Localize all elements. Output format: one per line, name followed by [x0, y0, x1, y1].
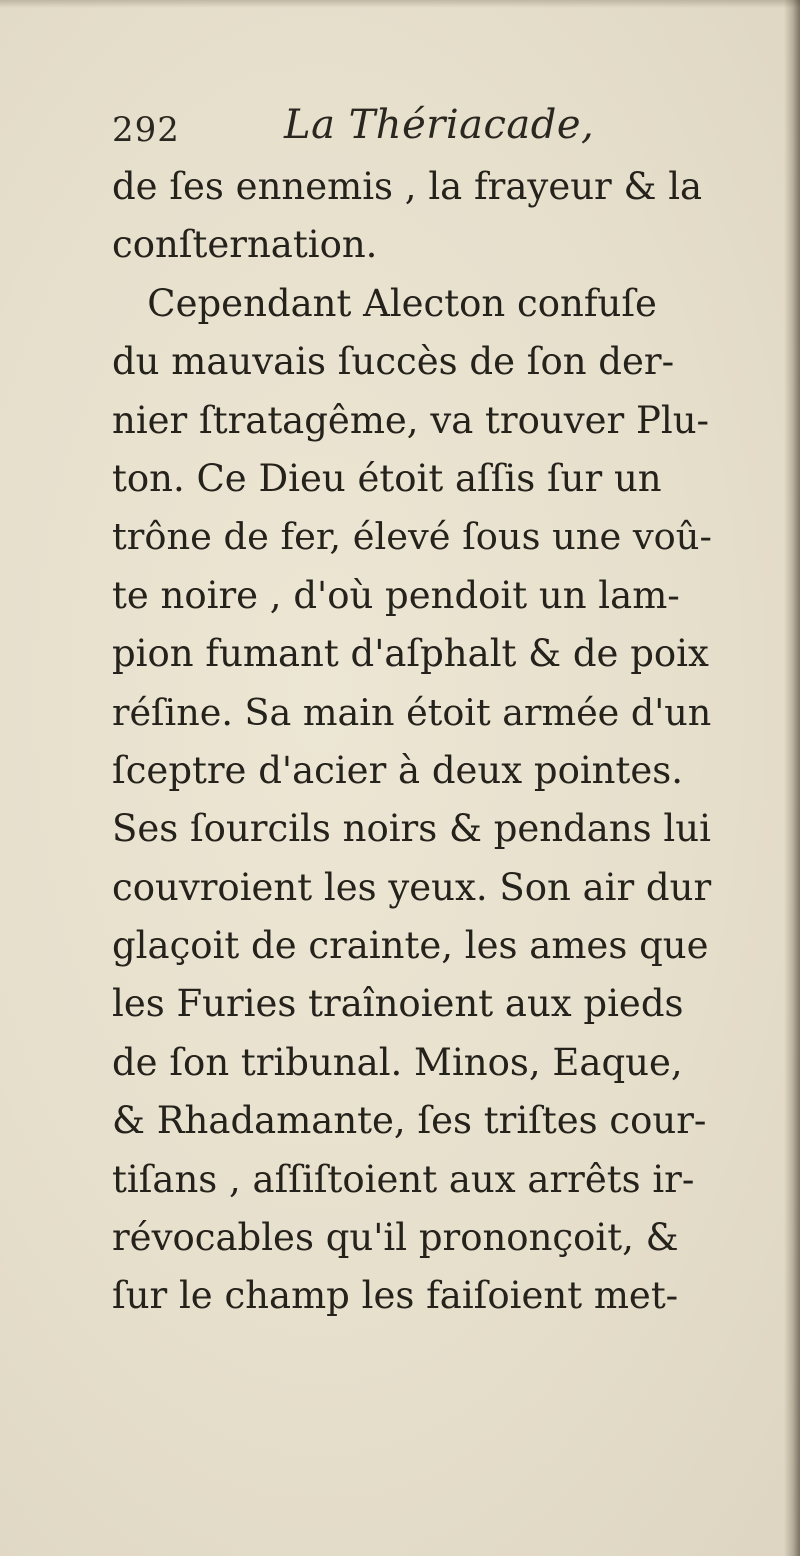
- running-head: [112, 100, 652, 160]
- text-line: du mauvais ſuccès de ſon der-: [112, 340, 675, 384]
- text-line: nier ſtratagême, va trouver Plu-: [112, 398, 710, 442]
- text-line: trône de fer, élevé ſous une voû-: [112, 515, 712, 559]
- text-line: conſternation.: [112, 223, 378, 267]
- text-line: pion fumant d'aſphalt & de poix: [112, 632, 709, 676]
- text-line: couvroient les yeux. Son air dur: [112, 865, 712, 909]
- text-line: de ſes ennemis , la frayeur & la: [112, 165, 703, 208]
- text-line: Ses ſourcils noirs & pendans lui: [112, 807, 711, 851]
- running-title: La Thériacade,: [284, 102, 595, 148]
- text-line: Cependant Alecton confuſe: [112, 281, 657, 325]
- text-line: ſceptre d'acier à deux pointes.: [112, 748, 684, 792]
- page-gutter-shadow: [784, 0, 800, 1556]
- page-number: 292: [112, 110, 180, 150]
- page-top-shadow: [0, 0, 800, 8]
- text-line: de ſon tribunal. Minos, Eaque,: [112, 1040, 683, 1084]
- text-line: & Rhadamante, ſes triſtes cour-: [112, 1099, 707, 1143]
- text-line: révocables qu'il prononçoit, &: [112, 1216, 679, 1260]
- text-line: te noire , d'où pendoit un lam-: [112, 573, 680, 617]
- text-line: glaçoit de crainte, les ames que: [112, 924, 709, 968]
- text-line: tiſans , aſſiſtoient aux arrêts ir-: [112, 1157, 695, 1201]
- text-line: ſur le champ les faiſoient met-: [112, 1274, 679, 1318]
- text-line: réſine. Sa main étoit armée d'un: [112, 690, 712, 734]
- text-line: ton. Ce Dieu étoit aſſis ſur un: [112, 456, 662, 500]
- text-line: les Furies traînoient aux pieds: [112, 982, 684, 1026]
- body-text: [112, 158, 712, 1326]
